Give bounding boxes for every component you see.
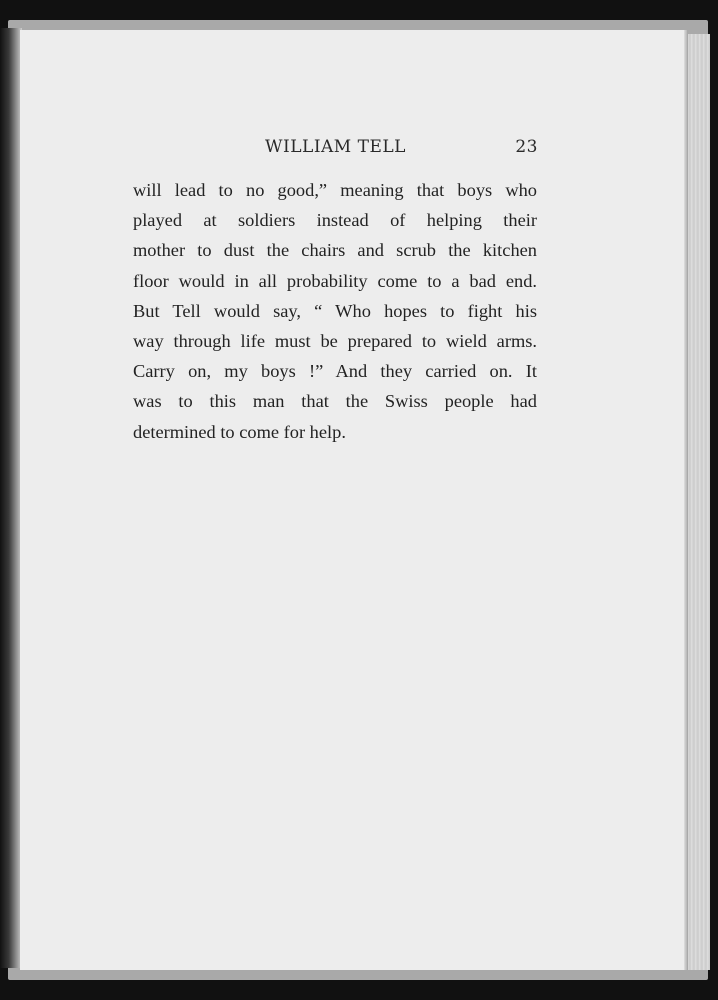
spine-shadow <box>0 28 22 968</box>
text-line: But Tell would say, “ Who hopes to fight his <box>133 300 537 321</box>
book-page <box>20 30 684 970</box>
text-line: Carry on, my boys !” And they carried on. It <box>133 361 537 382</box>
page-number: 23 <box>515 137 538 157</box>
text-line: way through life must be prepared to wield arms. <box>133 331 537 352</box>
text-line: determined to come for help. <box>133 421 346 442</box>
text-line: mother to dust the chairs and scrub the kitchen <box>133 240 537 261</box>
body-paragraph <box>133 175 537 447</box>
text-line: floor would in all probability come to a bad end. <box>133 270 537 291</box>
text-line: will lead to no good,” meaning that boys who <box>133 180 537 200</box>
running-head <box>133 137 538 161</box>
running-title: WILLIAM TELL <box>265 137 406 157</box>
text-line: was to this man that the Swiss people had <box>133 391 537 412</box>
text-line: played at soldiers instead of helping their <box>133 210 537 231</box>
page-edges <box>688 34 710 970</box>
